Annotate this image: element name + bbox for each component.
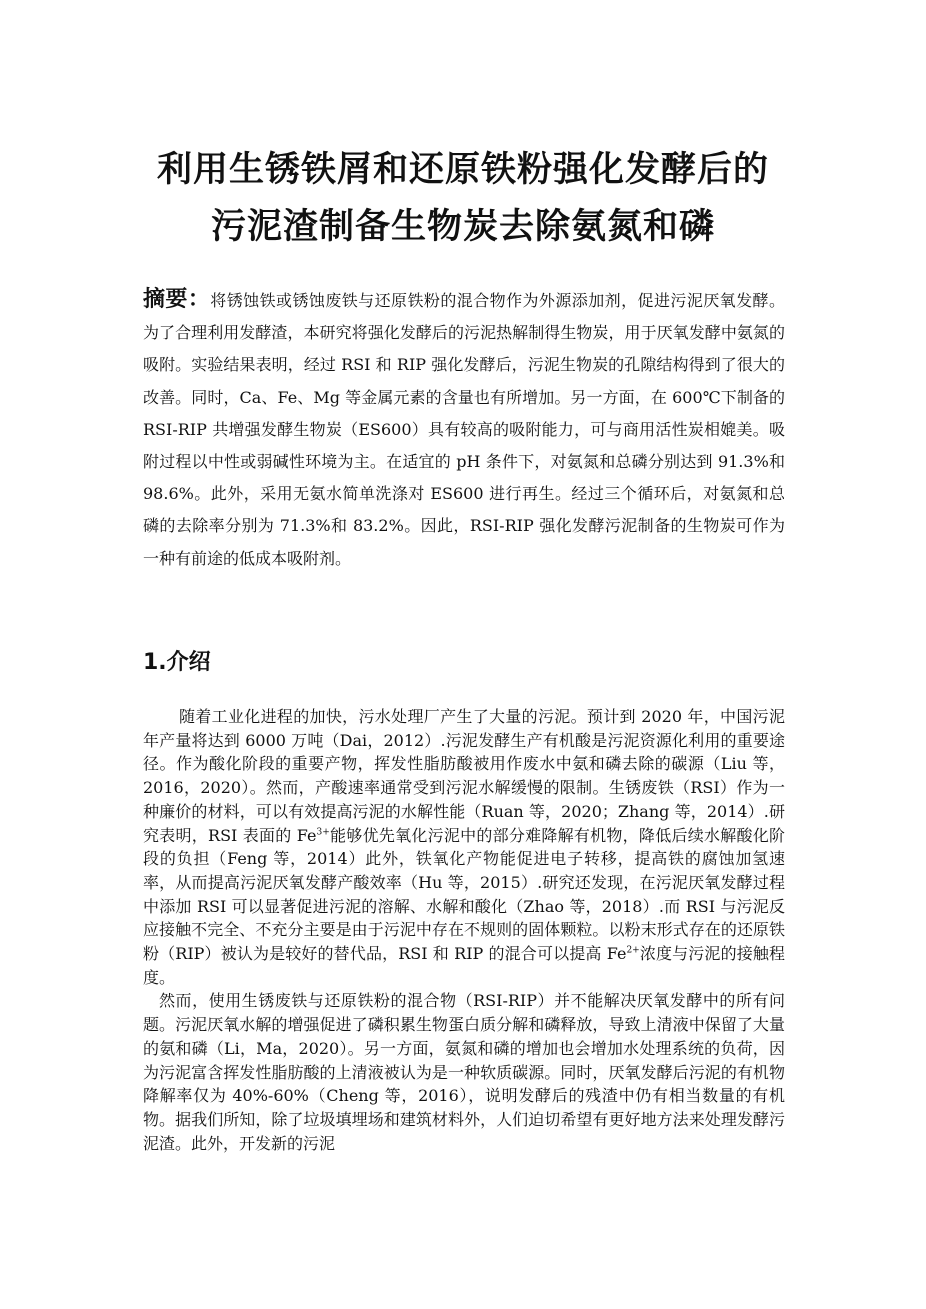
- abstract-text: 将锈蚀铁或锈蚀废铁与还原铁粉的混合物作为外源添加剂，促进污泥厌氧发酵。为了合理利用发酵渣，本研究将强化发酵后的污泥热解制得生物炭，用于厌氧发酵中氨氮的吸附。实验结果表明，经过 RSI 和 RIP 强化发酵后，污泥生物炭的孔隙结构得到了很大的改善。同时，Ca、Fe、Mg 等金属元素的含量也有所增加。另一方面，在 600℃下制备的 RSI-RIP 共增强发酵生物炭（ES600）具有较高的吸附能力，可与商用活性炭相媲美。吸附过程以中性或弱碱性环境为主。在适宜的 pH 条件下，对氨氮和总磷分别达到 91.3%和 98.6%。此外，采用无氨水简单洗涤对 ES600 进行再生。经过三个循环后，对氨氮和总磷的去除率分别为 71.3%和 83.2%。因此，RSI-RIP 强化发酵污泥制备的生物炭可作为一种有前途的低成本吸附剂。: [143, 291, 785, 568]
- paper-title-line-1: 利用生锈铁屑和还原铁粉强化发酵后的: [156, 150, 769, 190]
- superscript-fe3: 3+: [316, 827, 330, 838]
- paragraph-1-text-b: 能够优先氧化污泥中的部分难降解有机物，降低后续水解酸化阶段的负担（Feng 等，2014）此外，铁氧化产物能促进电子转移，提高铁的腐蚀加氢速率，从而提高污泥厌氧发酵产酸效率（Hu 等，2015）.研究还发现，在污泥厌氧发酵过程中添加 RSI 可以显著促进污泥的溶解、水解和酸化（Zhao 等，2018）.而 RSI 与污泥反应接触不完全、不充分主要是由于污泥中存在不规则的固体颗粒。以粉末形式存在的还原铁粉（RIP）被认为是较好的替代品，RSI 和 RIP 的混合可以提高 Fe: [143, 825, 785, 964]
- paragraph-1: [143, 705, 785, 989]
- paragraph-1-text-a: 随着工业化进程的加快，污水处理厂产生了大量的污泥。预计到 2020 年，中国污泥年产量将达到 6000 万吨（Dai，2012）.污泥发酵生产有机酸是污泥资源化利用的重要途径。作为酸化阶段的重要产物，挥发性脂肪酸被用作废水中氨和磷去除的碳源（Liu 等，2016，2020）。然而，产酸速率通常受到污泥水解缓慢的限制。生锈废铁（RSI）作为一种廉价的材料，可以有效提高污泥的水解性能（Ruan 等，2020；Zhang 等，2014）.研究表明，RSI 表面的 Fe: [143, 707, 785, 845]
- paper-title: [80, 142, 846, 256]
- superscript-fe2: 2+: [626, 945, 640, 956]
- abstract-label: 摘要：: [143, 287, 211, 312]
- paper-title-line-2: 污泥渣制备生物炭去除氨氮和磷: [210, 207, 715, 247]
- paragraph-2: 然而，使用生锈废铁与还原铁粉的混合物（RSI-RIP）并不能解决厌氧发酵中的所有问题。污泥厌氧水解的增强促进了磷积累生物蛋白质分解和磷释放，导致上清液中保留了大量的氨和磷（Li，Ma，2020）。另一方面，氨氮和磷的增加也会增加水处理系统的负荷，因为污泥富含挥发性脂肪酸的上清液被认为是一种软质碳源。同时，厌氧发酵后污泥的有机物降解率仅为 40%-60%（Cheng 等，2016），说明发酵后的残渣中仍有相当数量的有机物。据我们所知，除了垃圾填埋场和建筑材料外，人们迫切希望有更好地方法来处理发酵污泥渣。此外，开发新的污泥: [143, 991, 785, 1153]
- introduction-body: [143, 705, 785, 1155]
- section-heading-introduction: 1.介绍: [143, 650, 211, 675]
- abstract: [143, 284, 785, 575]
- paragraph-1-text-c: 浓度与污泥的接触程度。: [143, 944, 785, 987]
